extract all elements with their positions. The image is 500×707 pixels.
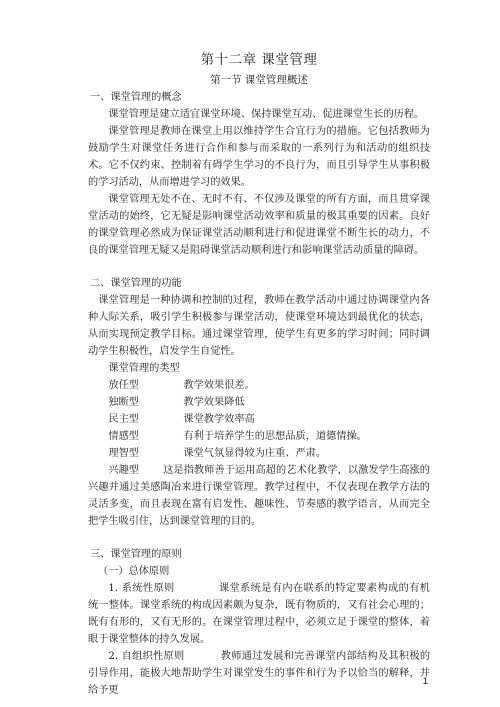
part3-sub-heading: （一）总体原则 bbox=[98, 566, 170, 577]
principle-1 bbox=[88, 580, 430, 648]
part3-heading: 三、课堂管理的原则 bbox=[90, 549, 182, 560]
part1-heading: 一、课堂管理的概念 bbox=[90, 92, 182, 103]
part2-paragraph-1: 课堂管理是一种协调和控制的过程，教师在教学活动中通过协调课堂内各种人际关系，吸引学生积极参与课堂活动，使课堂环境达到最优化的状态，从而实现预定教学目标。通过课堂管理，使学生有更多的学习时间；同时调动学生积极性，启发学生自觉性。 bbox=[88, 295, 430, 357]
type-desc: 课堂气氛显得较为庄重、严肃。 bbox=[183, 448, 327, 459]
type-name: 兴趣型 bbox=[108, 465, 139, 476]
type-name: 民主型 bbox=[108, 414, 139, 425]
part1-paragraph-3: 课堂管理无处不在、无时不有、不仅涉及课堂的所有方面，而且贯穿课堂活动的始终，它无疑是影响课堂活动效率和质量的极其重要的因素。良好的课堂管理必然成为保证课堂活动顺利进行和促进课堂不断生长的动力，不良的课堂管理无疑又是阻碍课堂活动顺利进行和影响课堂活动质量的障碍。 bbox=[88, 194, 430, 256]
type-name: 独断型 bbox=[108, 397, 139, 408]
type-row-4 bbox=[88, 428, 430, 445]
type-desc: 教学效果很差。 bbox=[183, 380, 255, 391]
principle-1-label: 1. 系统性原则 bbox=[108, 583, 175, 594]
type-row-1 bbox=[88, 377, 430, 394]
type-row-interest bbox=[88, 462, 430, 530]
section-title: 第一节 课堂管理概述 bbox=[210, 74, 308, 86]
types-title: 课堂管理的类型 bbox=[108, 363, 180, 374]
type-desc: 这是指教师善于运用高超的艺术化教学，以激发学生高涨的兴趣并通过美感陶冶来进行课堂管理。教学过程中，不仅表现在教学方法的灵活多变，而且表现在富有启发性、趣味性、节奏感的教学语言，从而完全把学生吸引住，达到课堂管理的目的。 bbox=[88, 465, 430, 527]
type-desc: 教学效果降低 bbox=[183, 397, 245, 408]
type-desc: 课堂教学效率高 bbox=[183, 414, 255, 425]
type-name: 理智型 bbox=[108, 448, 139, 459]
type-row-5 bbox=[88, 445, 430, 462]
type-name: 情感型 bbox=[108, 431, 139, 442]
principle-2-label: 2. 自组织性原则 bbox=[108, 651, 185, 662]
part2-heading: 二、课堂管理的功能 bbox=[90, 278, 182, 289]
principle-2 bbox=[88, 648, 430, 699]
page-number: 1 bbox=[422, 676, 428, 687]
type-desc: 有利于培养学生的思想品质，道德情操。 bbox=[183, 431, 367, 442]
chapter-title: 第十二章 课堂管理 bbox=[200, 52, 318, 68]
type-name: 放任型 bbox=[108, 380, 139, 391]
principle-1-text: 课堂系统是有内在联系的特定要素构成的有机统一整体。课堂系统的构成因素颇为复杂，既有物质的，又有社会心理的；既有有形的，又有无形的。在课堂管理过程中，必须立足于课堂的整体，着眼于课堂整体的持久发展。 bbox=[88, 583, 430, 645]
type-row-3 bbox=[88, 411, 430, 428]
type-row-2 bbox=[88, 394, 430, 411]
part1-paragraph-1: 课堂管理是建立适宜课堂环境、保持课堂互动、促进课堂生长的历程。 bbox=[108, 109, 425, 120]
principle-2-text: 教师通过发展和完善课堂内部结构及其积极的引导作用，能极大地帮助学生对课堂发生的事件和行为予以恰当的解释，并给予更 bbox=[88, 651, 431, 696]
part1-paragraph-2: 课堂管理是教师在课堂上用以维持学生合宜行为的措施。它包括教师为鼓励学生对课堂任务进行合作和参与而采取的一系列行为和活动的组织技术。它不仅约束、控制着有碍学生学习的不良行为，而且引导学生从事积极的学习活动，从而增进学习的效果。 bbox=[88, 126, 430, 188]
